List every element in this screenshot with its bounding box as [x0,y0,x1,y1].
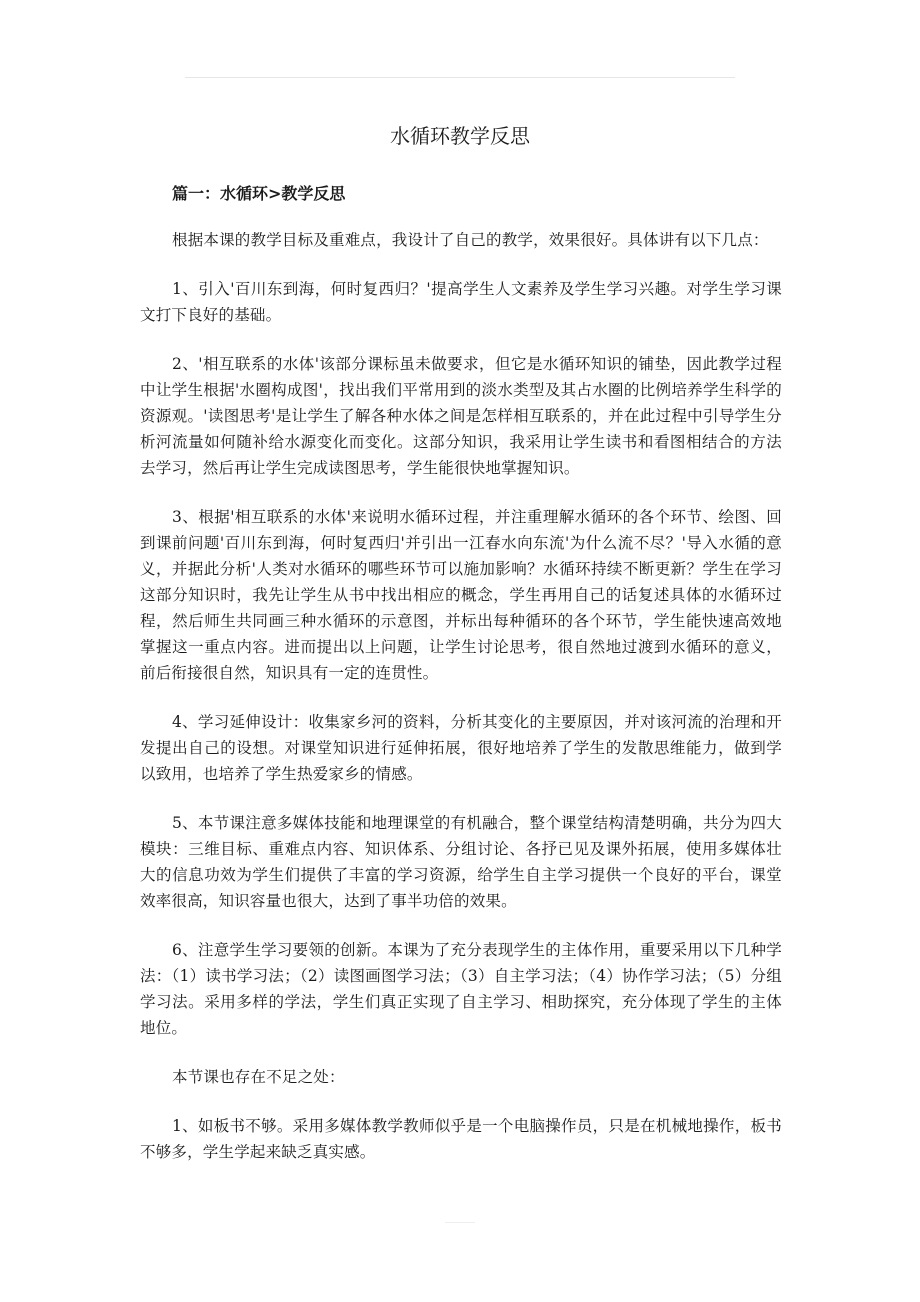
paragraph-point-3: 3、根据'相互联系的水体'来说明水循环过程，并注重理解水循环的各个环节、绘图、回到课前问题'百川东到海，何时复西归'并引出一江春水向东流'为什么流不尽？'导入水循的意义，并据此分析'人类对水循环的哪些环节可以施加影响？水循环持续不断更新？学生在学习这部分知识时，我先让学生从书中找出相应的概念，学生再用自己的话复述具体的水循环过程，然后师生共同画三种水循环的示意图，并标出每种循环的各个环节，学生能快速高效地掌握这一重点内容。进而提出以上问题，让学生讨论思考，很自然地过渡到水循环的意义，前后衔接很自然，知识具有一定的连贯性。 [140,508,782,682]
paragraph-point-1: 1、引入'百川东到海，何时复西归？'提高学生人文素养及学生学习兴趣。对学生学习课文打下良好的基础。 [140,280,782,324]
section-heading: 篇一：水循环>教学反思 [172,184,346,203]
paragraph-shortcoming-1: 1、如板书不够。采用多媒体教学教师似乎是一个电脑操作员，只是在机械地操作，板书不够多，学生学起来缺乏真实感。 [140,1117,782,1161]
paragraph-point-2: 2、'相互联系的水体'该部分课标虽未做要求，但它是水循环知识的铺垫，因此教学过程中让学生根据'水圈构成图'，找出我们平常用到的淡水类型及其占水圈的比例培养学生科学的资源观。'读图思考'是让学生了解各种水体之间是怎样相互联系的，并在此过程中引导学生分析河流量如何随补给水源变化而变化。这部分知识，我采用让学生读书和看图相结合的方法去学习，然后再让学生完成读图思考，学生能很快地掌握知识。 [140,355,782,477]
header-divider [185,77,735,78]
paragraph-shortcomings-heading: 本节课也存在不足之处： [172,1068,345,1086]
paragraph-point-5: 5、本节课注意多媒体技能和地理课堂的有机融合，整个课堂结构清楚明确，共分为四大模块：三维目标、重难点内容、知识体系、分组讨论、各抒已见及课外拓展，使用多媒体壮大的信息功效为学生们提供了丰富的学习资源，给学生自主学习提供一个良好的平台，课堂效率很高，知识容量也很大，达到了事半功倍的效果。 [140,814,782,910]
document-title: 水循环教学反思 [390,124,530,148]
paragraph-intro: 根据本课的教学目标及重难点，我设计了自己的教学，效果很好。具体讲有以下几点： [172,231,769,249]
paragraph-point-4: 4、学习延伸设计：收集家乡河的资料，分析其变化的主要原因，并对该河流的治理和开发提出自己的设想。对课堂知识进行延伸拓展，很好地培养了学生的发散思维能力，做到学以致用，也培养了学生热爱家乡的情感。 [140,713,782,783]
document-body [140,180,782,1188]
paragraph-point-6: 6、注意学生学习要领的创新。本课为了充分表现学生的主体作用，重要采用以下几种学法：（1）读书学习法；（2）读图画图学习法；（3）自主学习法；（4）协作学习法；（5）分组学习法。采用多样的学法，学生们真正实现了自主学习、相助探究，充分体现了学生的主体地位。 [140,941,782,1037]
footer-divider [445,1222,475,1223]
